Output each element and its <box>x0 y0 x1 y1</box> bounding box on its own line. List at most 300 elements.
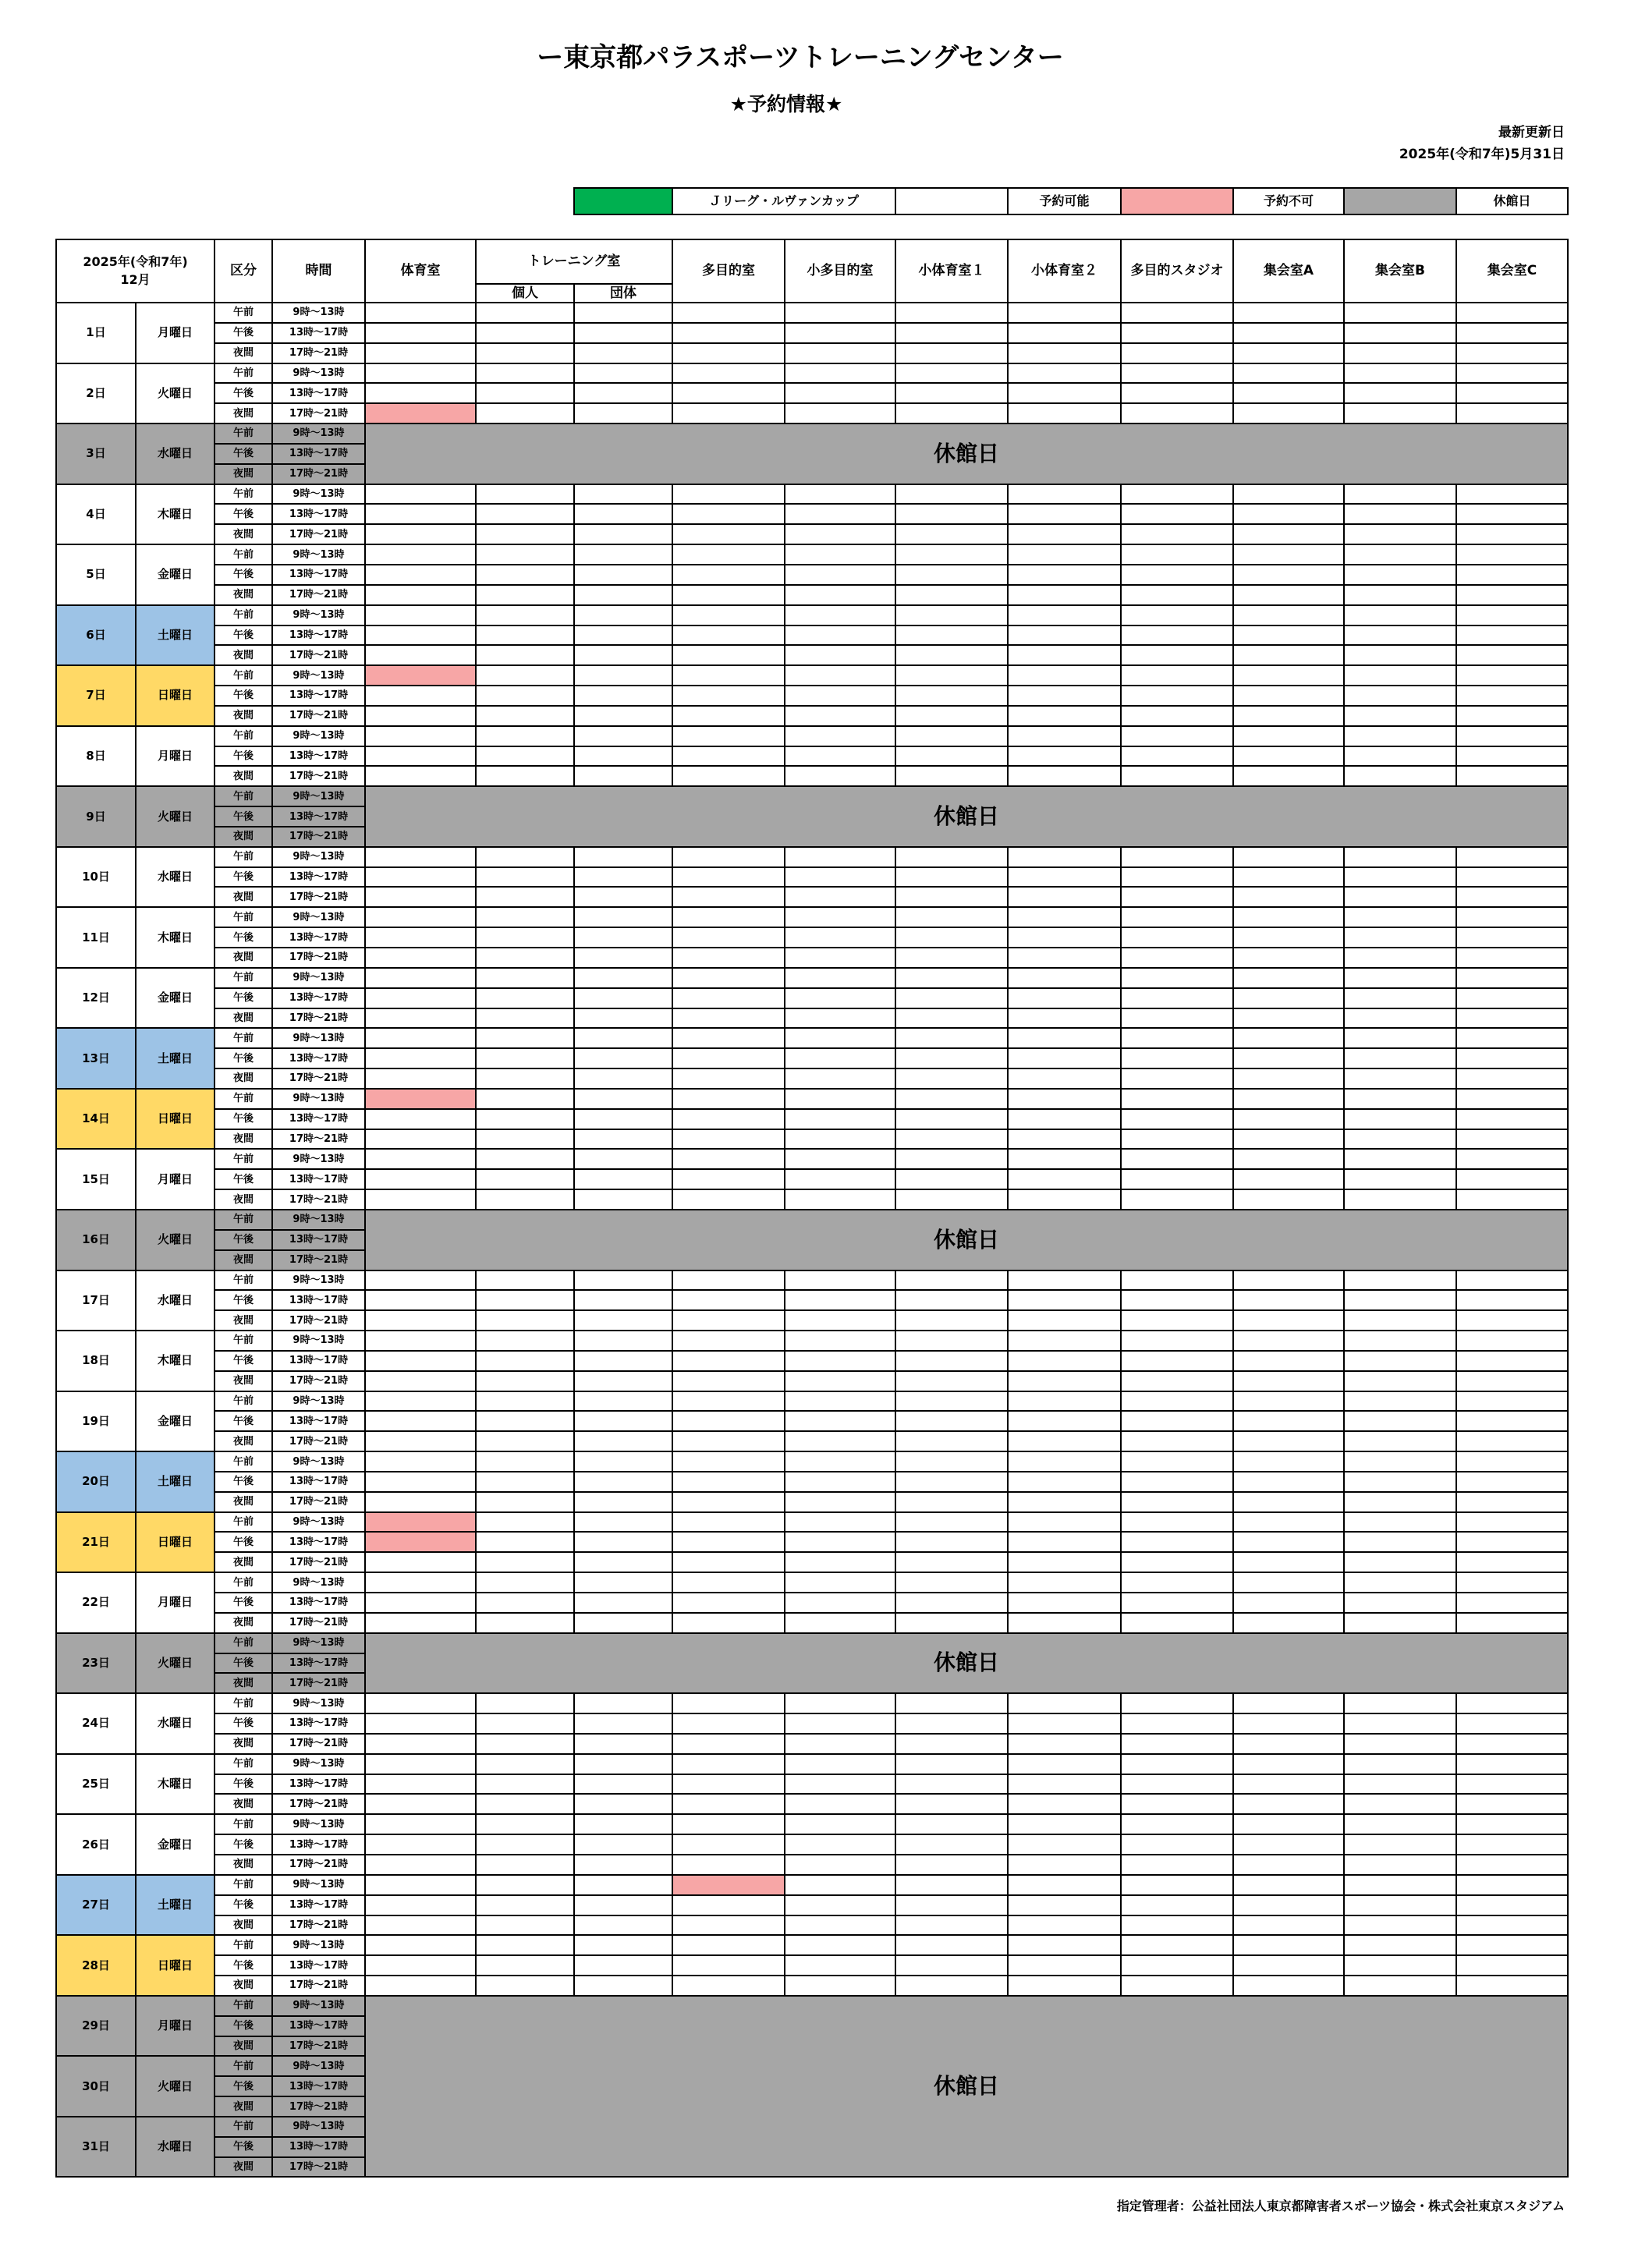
room-slot-cell <box>477 1694 573 1713</box>
slot-time: 13時～17時 <box>273 384 364 402</box>
room-slot-cell <box>1345 767 1455 785</box>
slot-kubun: 夜間 <box>215 1069 271 1088</box>
room-slot-cell <box>1009 1855 1120 1874</box>
day-weekday: 水曜日 <box>137 2117 214 2177</box>
room-slot-cell <box>785 606 895 625</box>
room-slot-cell <box>1009 364 1120 383</box>
room-slot-cell <box>1122 1593 1232 1612</box>
room-slot-cell <box>477 324 573 342</box>
room-slot-cell <box>1009 888 1120 906</box>
room-slot-cell <box>575 1291 672 1309</box>
slot-time: 13時～17時 <box>273 1593 364 1612</box>
slot-kubun: 夜間 <box>215 1432 271 1451</box>
slot-kubun: 午後 <box>215 565 271 584</box>
room-slot-cell <box>1457 1049 1567 1068</box>
room-slot-cell <box>575 525 672 544</box>
room-slot-cell <box>1345 1090 1455 1108</box>
room-slot-cell <box>1122 1311 1232 1330</box>
room-slot-cell <box>896 1271 1007 1290</box>
room-slot-cell <box>1457 545 1567 564</box>
room-slot-cell <box>1345 969 1455 987</box>
room-slot-cell <box>477 1069 573 1088</box>
room-header: 多目的スタジオ <box>1122 240 1232 302</box>
room-slot-cell <box>673 606 784 625</box>
room-slot-cell <box>673 344 784 363</box>
day-weekday: 木曜日 <box>137 485 214 544</box>
room-slot-cell <box>896 1069 1007 1088</box>
room-slot-cell <box>366 868 475 887</box>
room-slot-cell <box>366 1956 475 1975</box>
room-slot-cell <box>1122 1936 1232 1954</box>
slot-kubun: 夜間 <box>215 1855 271 1874</box>
room-slot-cell <box>785 565 895 584</box>
room-slot-cell <box>575 1573 672 1592</box>
room-slot-cell <box>785 1190 895 1209</box>
slot-kubun: 午後 <box>215 505 271 523</box>
room-slot-cell <box>896 666 1007 685</box>
room-slot-cell <box>1122 989 1232 1008</box>
room-slot-cell <box>673 626 784 645</box>
room-slot-cell <box>477 1412 573 1430</box>
day-weekday: 金曜日 <box>137 1392 214 1451</box>
room-slot-cell <box>1009 1533 1120 1551</box>
room-slot-cell <box>366 1049 475 1068</box>
room-slot-cell <box>1457 1815 1567 1834</box>
room-slot-cell <box>896 1513 1007 1532</box>
room-slot-cell <box>477 1855 573 1874</box>
slot-time: 9時～13時 <box>273 1936 364 1954</box>
room-slot-cell <box>1122 1352 1232 1370</box>
room-slot-cell <box>1457 344 1567 363</box>
room-slot-cell <box>1009 1694 1120 1713</box>
day-weekday: 土曜日 <box>137 1876 214 1935</box>
room-slot-cell <box>785 1513 895 1532</box>
room-slot-cell <box>575 848 672 866</box>
room-slot-cell <box>575 707 672 725</box>
room-slot-cell <box>1009 1412 1120 1430</box>
room-slot-cell <box>366 1170 475 1189</box>
room-slot-cell <box>896 1936 1007 1954</box>
room-slot-cell <box>785 1352 895 1370</box>
room-slot-cell <box>366 928 475 947</box>
slot-kubun: 午後 <box>215 1654 271 1673</box>
room-slot-cell <box>366 1069 475 1088</box>
room-slot-cell <box>1009 384 1120 402</box>
room-slot-cell <box>575 1936 672 1954</box>
day-weekday: 日曜日 <box>137 1090 214 1149</box>
month-header-year: 2025年(令和7年) <box>83 254 188 269</box>
room-slot-cell <box>673 969 784 987</box>
day-weekday: 月曜日 <box>137 1997 214 2056</box>
room-slot-cell <box>1122 686 1232 705</box>
slot-time: 13時～17時 <box>273 1231 364 1249</box>
room-slot-cell <box>575 1452 672 1471</box>
slot-kubun: 午前 <box>215 424 271 443</box>
room-slot-cell <box>785 868 895 887</box>
room-slot-cell <box>673 1069 784 1088</box>
room-slot-cell <box>1457 747 1567 766</box>
room-slot-cell <box>785 1835 895 1854</box>
room-slot-cell <box>1457 1533 1567 1551</box>
slot-time: 9時～13時 <box>273 1513 364 1532</box>
room-slot-cell <box>477 626 573 645</box>
room-slot-cell <box>1457 1170 1567 1189</box>
room-slot-cell <box>896 1815 1007 1834</box>
room-slot-cell <box>673 1110 784 1129</box>
slot-time: 17時～21時 <box>273 1372 364 1391</box>
room-slot-cell <box>673 1855 784 1874</box>
room-slot-cell <box>575 1493 672 1511</box>
room-slot-cell <box>477 384 573 402</box>
room-slot-cell <box>896 969 1007 987</box>
room-slot-cell <box>785 1291 895 1309</box>
room-slot-cell <box>1009 1029 1120 1047</box>
room-slot-cell <box>366 888 475 906</box>
room-slot-cell <box>366 686 475 705</box>
room-slot-cell <box>673 1130 784 1149</box>
room-slot-cell <box>575 1130 672 1149</box>
room-slot-cell <box>1457 404 1567 423</box>
room-slot-cell <box>366 1916 475 1935</box>
day-date: 7日 <box>57 666 135 725</box>
room-slot-cell <box>1345 1372 1455 1391</box>
slot-time: 9時～13時 <box>273 1755 364 1774</box>
room-slot-cell <box>1234 1069 1343 1088</box>
room-slot-cell <box>1234 1775 1343 1794</box>
slot-time: 13時～17時 <box>273 1110 364 1129</box>
room-slot-cell <box>477 707 573 725</box>
room-slot-cell <box>575 505 672 523</box>
room-slot-cell <box>1122 324 1232 342</box>
room-slot-cell <box>1234 1130 1343 1149</box>
room-slot-cell <box>673 1553 784 1572</box>
slot-time: 13時～17時 <box>273 747 364 766</box>
room-slot-cell <box>366 384 475 402</box>
slot-time: 17時～21時 <box>273 404 364 423</box>
room-slot-cell <box>1122 1614 1232 1632</box>
room-slot-cell <box>575 1533 672 1551</box>
room-slot-cell <box>1234 525 1343 544</box>
room-slot-cell <box>477 727 573 746</box>
room-slot-cell <box>477 1513 573 1532</box>
room-slot-cell <box>896 1009 1007 1028</box>
room-slot-cell <box>1009 908 1120 927</box>
room-slot-cell <box>896 303 1007 322</box>
slot-kubun: 午前 <box>215 303 271 322</box>
room-slot-cell <box>1009 1392 1120 1411</box>
room-slot-cell <box>1457 505 1567 523</box>
room-slot-cell <box>673 1775 784 1794</box>
last-updated-label: 最新更新日 <box>1498 125 1565 140</box>
room-slot-cell <box>896 505 1007 523</box>
room-slot-cell <box>1009 1513 1120 1532</box>
room-slot-cell <box>1457 868 1567 887</box>
room-slot-cell <box>1122 626 1232 645</box>
room-slot-cell <box>673 1412 784 1430</box>
room-slot-cell <box>1345 1069 1455 1088</box>
room-slot-cell <box>673 747 784 766</box>
room-slot-cell <box>673 505 784 523</box>
room-slot-cell <box>1457 969 1567 987</box>
room-slot-cell <box>477 505 573 523</box>
room-slot-cell <box>896 344 1007 363</box>
room-slot-cell <box>1122 868 1232 887</box>
room-slot-cell <box>785 928 895 947</box>
room-header: トレーニング室 <box>477 240 672 283</box>
room-slot-cell <box>477 344 573 363</box>
room-slot-cell <box>1457 1614 1567 1632</box>
room-slot-cell <box>366 606 475 625</box>
room-slot-cell <box>1345 565 1455 584</box>
room-slot-cell <box>1234 324 1343 342</box>
legend <box>573 187 1569 215</box>
room-slot-cell <box>1345 1795 1455 1813</box>
room-slot-cell <box>1122 1735 1232 1753</box>
room-slot-cell <box>1009 1896 1120 1915</box>
room-slot-cell <box>1234 1694 1343 1713</box>
room-slot-cell <box>1122 586 1232 604</box>
slot-kubun: 夜間 <box>215 344 271 363</box>
day-weekday: 火曜日 <box>137 1634 214 1693</box>
room-slot-cell <box>575 1714 672 1733</box>
room-slot-cell <box>785 1976 895 1995</box>
room-slot-cell <box>1345 1009 1455 1028</box>
room-slot-cell <box>1234 384 1343 402</box>
room-slot-cell <box>1234 1573 1343 1592</box>
day-weekday: 火曜日 <box>137 364 214 423</box>
room-slot-cell <box>366 1331 475 1350</box>
room-slot-cell <box>785 948 895 967</box>
room-slot-cell <box>785 1412 895 1430</box>
day-date: 24日 <box>57 1694 135 1753</box>
room-slot-cell <box>1234 1029 1343 1047</box>
room-slot-cell <box>1122 1795 1232 1813</box>
room-slot-cell <box>1234 344 1343 363</box>
room-slot-cell <box>785 525 895 544</box>
day-date: 29日 <box>57 1997 135 2056</box>
room-slot-cell <box>366 1472 475 1491</box>
day-date: 6日 <box>57 606 135 665</box>
day-date: 12日 <box>57 969 135 1028</box>
slot-time: 13時～17時 <box>273 1352 364 1370</box>
room-slot-cell <box>785 1593 895 1612</box>
slot-time: 13時～17時 <box>273 1775 364 1794</box>
room-slot-cell <box>1345 646 1455 664</box>
room-slot-cell <box>785 1170 895 1189</box>
room-slot-cell <box>896 1190 1007 1209</box>
day-date: 4日 <box>57 485 135 544</box>
room-slot-cell <box>1122 948 1232 967</box>
room-slot-cell <box>1009 1190 1120 1209</box>
room-slot-cell <box>785 1735 895 1753</box>
room-slot-cell <box>896 1049 1007 1068</box>
slot-kubun: 夜間 <box>215 2158 271 2177</box>
room-slot-cell <box>575 868 672 887</box>
room-slot-cell <box>1009 1130 1120 1149</box>
room-slot-cell <box>1345 1896 1455 1915</box>
room-slot-cell <box>477 545 573 564</box>
slot-time: 9時～13時 <box>273 606 364 625</box>
room-slot-cell <box>575 1271 672 1290</box>
slot-time: 17時～21時 <box>273 465 364 484</box>
room-slot-cell <box>1009 848 1120 866</box>
room-slot-cell <box>673 1271 784 1290</box>
slot-kubun: 午前 <box>215 545 271 564</box>
day-date: 31日 <box>57 2117 135 2177</box>
slot-kubun: 夜間 <box>215 1976 271 1995</box>
day-weekday: 水曜日 <box>137 1694 214 1753</box>
room-slot-cell <box>1457 1432 1567 1451</box>
room-slot-cell <box>785 1029 895 1047</box>
room-slot-cell <box>785 1876 895 1894</box>
legend-label: 予約不可 <box>1234 189 1343 214</box>
room-slot-cell <box>1345 1916 1455 1935</box>
room-slot-cell <box>896 848 1007 866</box>
room-slot-cell <box>366 1815 475 1834</box>
room-slot-cell <box>673 707 784 725</box>
room-slot-cell <box>366 565 475 584</box>
room-slot-cell <box>673 666 784 685</box>
slot-time: 13時～17時 <box>273 1472 364 1491</box>
room-slot-cell <box>896 1493 1007 1511</box>
slot-time: 17時～21時 <box>273 1614 364 1632</box>
slot-time: 13時～17時 <box>273 1835 364 1854</box>
room-slot-cell <box>785 1795 895 1813</box>
slot-time: 9時～13時 <box>273 969 364 987</box>
room-slot-cell <box>1345 1271 1455 1290</box>
room-slot-cell <box>896 1775 1007 1794</box>
room-slot-cell <box>477 767 573 785</box>
room-slot-cell <box>673 565 784 584</box>
room-header: 集会室C <box>1457 240 1567 302</box>
room-slot-cell <box>1457 324 1567 342</box>
room-slot-cell <box>1234 848 1343 866</box>
room-slot-cell <box>1345 1472 1455 1491</box>
room-slot-cell <box>1345 505 1455 523</box>
room-slot-cell <box>1009 1936 1120 1954</box>
room-slot-cell <box>1234 1815 1343 1834</box>
room-slot-cell <box>1234 1009 1343 1028</box>
room-slot-cell <box>1009 1170 1120 1189</box>
room-slot-cell <box>1457 1311 1567 1330</box>
room-slot-cell <box>1457 1412 1567 1430</box>
room-slot-cell <box>896 908 1007 927</box>
reserved-cell <box>366 1090 475 1108</box>
room-slot-cell <box>477 686 573 705</box>
room-slot-cell <box>785 1694 895 1713</box>
room-slot-cell <box>1122 1714 1232 1733</box>
room-slot-cell <box>477 1956 573 1975</box>
slot-time: 9時～13時 <box>273 545 364 564</box>
slot-time: 13時～17時 <box>273 626 364 645</box>
room-slot-cell <box>575 1352 672 1370</box>
room-slot-cell <box>1234 1049 1343 1068</box>
room-slot-cell <box>1009 1311 1120 1330</box>
room-slot-cell <box>366 1110 475 1129</box>
room-slot-cell <box>477 1009 573 1028</box>
room-slot-cell <box>477 1916 573 1935</box>
room-slot-cell <box>896 1150 1007 1168</box>
room-slot-cell <box>1122 1150 1232 1168</box>
room-slot-cell <box>575 1755 672 1774</box>
room-slot-cell <box>477 1714 573 1733</box>
day-date: 28日 <box>57 1936 135 1995</box>
day-date: 27日 <box>57 1876 135 1935</box>
room-header: 多目的室 <box>673 240 784 302</box>
room-slot-cell <box>1234 1372 1343 1391</box>
room-slot-cell <box>575 1513 672 1532</box>
room-slot-cell <box>1457 1795 1567 1813</box>
room-slot-cell <box>673 1372 784 1391</box>
room-slot-cell <box>1234 1472 1343 1491</box>
closed-day-block: 休館日 <box>366 1634 1567 1693</box>
room-slot-cell <box>1345 989 1455 1008</box>
room-slot-cell <box>477 525 573 544</box>
room-slot-cell <box>673 303 784 322</box>
room-slot-cell <box>366 586 475 604</box>
slot-time: 13時～17時 <box>273 1170 364 1189</box>
room-slot-cell <box>1009 1352 1120 1370</box>
reserved-cell <box>673 1876 784 1894</box>
room-slot-cell <box>896 1694 1007 1713</box>
room-slot-cell <box>785 1110 895 1129</box>
room-slot-cell <box>366 1876 475 1894</box>
slot-time: 9時～13時 <box>273 1694 364 1713</box>
room-slot-cell <box>1122 303 1232 322</box>
day-weekday: 火曜日 <box>137 2057 214 2116</box>
day-date: 3日 <box>57 424 135 484</box>
room-slot-cell <box>785 505 895 523</box>
slot-time: 13時～17時 <box>273 2017 364 2036</box>
room-slot-cell <box>1234 646 1343 664</box>
room-slot-cell <box>673 1029 784 1047</box>
room-slot-cell <box>1009 1432 1120 1451</box>
room-slot-cell <box>575 908 672 927</box>
room-slot-cell <box>673 1170 784 1189</box>
room-slot-cell <box>1345 525 1455 544</box>
slot-kubun: 午後 <box>215 928 271 947</box>
slot-kubun: 午後 <box>215 1835 271 1854</box>
room-slot-cell <box>785 1533 895 1551</box>
day-weekday: 火曜日 <box>137 1210 214 1270</box>
slot-kubun: 午前 <box>215 1210 271 1229</box>
slot-kubun: 午前 <box>215 1694 271 1713</box>
room-slot-cell <box>785 1936 895 1954</box>
slot-time: 9時～13時 <box>273 485 364 504</box>
slot-time: 17時～21時 <box>273 707 364 725</box>
room-slot-cell <box>896 727 1007 746</box>
room-header: 体育室 <box>366 240 475 302</box>
day-date: 13日 <box>57 1029 135 1088</box>
room-slot-cell <box>1122 888 1232 906</box>
slot-time: 17時～21時 <box>273 2158 364 2177</box>
room-slot-cell <box>477 1472 573 1491</box>
room-slot-cell <box>575 1795 672 1813</box>
slot-kubun: 夜間 <box>215 1009 271 1028</box>
room-slot-cell <box>1009 1956 1120 1975</box>
room-slot-cell <box>366 1735 475 1753</box>
room-slot-cell <box>1345 1533 1455 1551</box>
slot-kubun: 午前 <box>215 2057 271 2075</box>
room-slot-cell <box>1457 1150 1567 1168</box>
room-slot-cell <box>896 545 1007 564</box>
room-slot-cell <box>1234 1593 1343 1612</box>
slot-kubun: 夜間 <box>215 707 271 725</box>
slot-kubun: 午前 <box>215 1573 271 1592</box>
room-slot-cell <box>575 1372 672 1391</box>
room-slot-cell <box>575 303 672 322</box>
room-slot-cell <box>1345 848 1455 866</box>
